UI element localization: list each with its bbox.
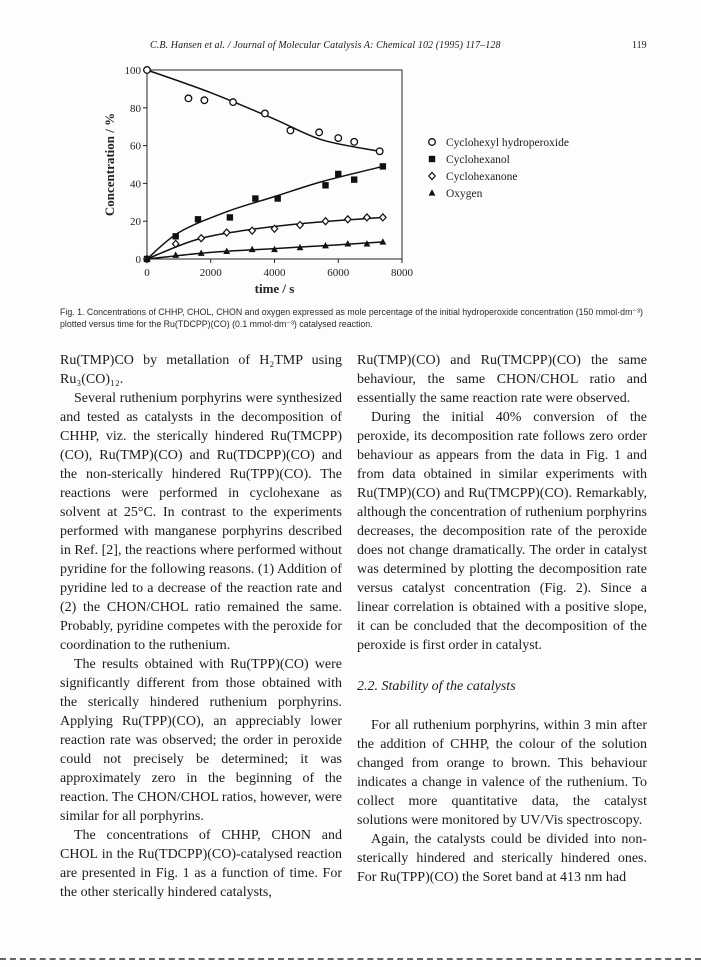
x-tick-label: 8000 [391, 267, 413, 279]
paragraph: Again, the catalysts could be divided into non-sterically hindered and sterically hindered ones. For Ru(TPP)(CO) the Soret band at 413 nm had [357, 832, 647, 885]
x-tick-label: 4000 [263, 267, 286, 279]
data-point [223, 229, 229, 236]
data-point [297, 221, 303, 228]
legend-label: Cyclohexanone [446, 171, 518, 183]
data-point [287, 127, 294, 134]
data-point [195, 216, 201, 222]
legend-marker [429, 173, 435, 180]
y-tick-label: 20 [130, 216, 141, 229]
y-tick-label: 0 [135, 254, 141, 266]
data-point [172, 233, 178, 239]
data-point [322, 182, 328, 188]
data-point [274, 195, 280, 201]
y-tick-label: 100 [124, 65, 141, 77]
paragraph: Ru(TMP)(CO) and Ru(TMCPP)(CO) the same behaviour, the same CHON/CHOL ratio and essentially the same reaction rate were observed. [357, 353, 647, 406]
legend-marker [429, 189, 436, 195]
data-point [230, 99, 237, 106]
data-point [144, 67, 151, 74]
data-point [227, 214, 233, 220]
data-point [201, 97, 208, 104]
data-point [198, 235, 204, 242]
data-point [335, 135, 342, 142]
data-point [172, 251, 179, 257]
paragraph: The results obtained with Ru(TPP)(CO) were significantly different from those obtained with the sterically hindered ruthenium porphyrins. Applying Ru(TPP)(CO), an appreciably lower reaction rate was observed; the order in peroxide could not precisely be determined; it was approximately zero in the beginning of the reaction. The CHON/CHOL ratios, however, were similar for all porphyrins. [60, 657, 342, 824]
paragraph: The concentrations of CHHP, CHON and CHOL in the Ru(TDCPP)(CO)-catalysed reaction are presented in Fig. 1 as a function of time. For the other sterically hindered catalysts, [60, 828, 342, 900]
journal-citation: C.B. Hansen et al. / Journal of Molecular Catalysis A: Chemical 102 (1995) 117–128 [150, 40, 501, 51]
left-column [60, 351, 342, 902]
x-axis-label: time / s [254, 281, 295, 296]
x-tick-label: 2000 [199, 267, 222, 279]
right-column [357, 351, 647, 887]
data-point [376, 148, 383, 155]
data-point [322, 218, 328, 225]
y-tick-label: 40 [130, 178, 141, 191]
data-point [351, 139, 358, 146]
paragraph: Several ruthenium porphyrins were synthesized and tested as catalysts in the decomposition of CHHP, viz. the sterically hindered Ru(TMCPP)(CO), Ru(TMP)(CO) and Ru(TDCPP)(CO) and the non-sterically hindered Ru(TPP)(CO). The reactions were performed in cyclohexane as solvent at 25°C. In contrast to the experiments performed with manganese porphyrins described in Ref. [2], the reactions where performed without pyridine for the following reasons. (1) Addition of pyridine led to a decrease of the reaction rate and (2) the CHON/CHOL ratio remained the same. Probably, pyridine competes with the peroxide for coordination to the ruthenium. [60, 391, 342, 653]
legend-marker [429, 139, 436, 146]
data-point [364, 214, 370, 221]
data-point [380, 214, 386, 221]
legend-label: Cyclohexyl hydroperoxide [446, 137, 569, 149]
data-point [380, 163, 386, 169]
data-point [316, 129, 323, 136]
legend-label: Cyclohexanol [446, 154, 510, 166]
y-axis-label: Concentration / % [102, 112, 117, 217]
x-tick-label: 0 [144, 267, 150, 279]
page-bottom-rule [0, 958, 701, 963]
data-point [252, 195, 258, 201]
subsection-heading: 2.2. Stability of the catalysts [357, 679, 516, 694]
page-number: 119 [632, 40, 647, 51]
paragraph: During the initial 40% conversion of the peroxide, its decomposition rate follows zero order behaviour as appears from the data in Fig. 1 and from data obtained in similar experiments with Ru(TMP)(CO) and Ru(TMCPP)(CO). Remarkably, although the concentration of ruthenium porphyrins decreases, the decomposition rate of the peroxide does not change dramatically. The order in catalyst was determined by plotting the decomposition rate versus catalyst concentration (Fig. 2). Since a linear correlation is obtained with a positive slope, it can be concluded that the decomposition of the peroxide is first order in catalyst. [357, 410, 647, 653]
legend-label: Oxygen [446, 188, 483, 200]
data-point [345, 216, 351, 223]
legend-marker [429, 156, 435, 162]
figure-1 [100, 62, 620, 306]
fit-curve [147, 217, 383, 259]
paragraph: Ru(TMP)CO by metallation of H₂TMP using Ru₃(CO)₁₂. [60, 353, 342, 387]
data-point [335, 171, 341, 177]
data-point [351, 176, 357, 182]
figure-caption: Fig. 1. Concentrations of CHHP, CHOL, CHON and oxygen expressed as mole percentage of the initial hydroperoxide concentration (150 mmol·dm⁻³) plotted versus time for the Ru(TDCPP)(CO) (0.1 mmol·dm⁻³) catalysed reaction. [60, 307, 643, 329]
y-tick-label: 80 [130, 102, 141, 115]
data-point [379, 238, 386, 244]
running-head [0, 39, 701, 53]
y-tick-label: 60 [130, 140, 141, 153]
data-point [262, 110, 269, 117]
paragraph: For all ruthenium porphyrins, within 3 min after the addition of CHHP, the colour of the solution changed from orange to brown. This behaviour indicates a change in valence of the ruthenium. To collect more quantitative data, the catalyst solutions were monitored by UV/Vis spectroscopy. [357, 718, 647, 828]
concentration-chart [100, 62, 620, 306]
data-point [344, 240, 351, 246]
x-tick-label: 6000 [327, 267, 350, 279]
data-point [185, 95, 192, 102]
